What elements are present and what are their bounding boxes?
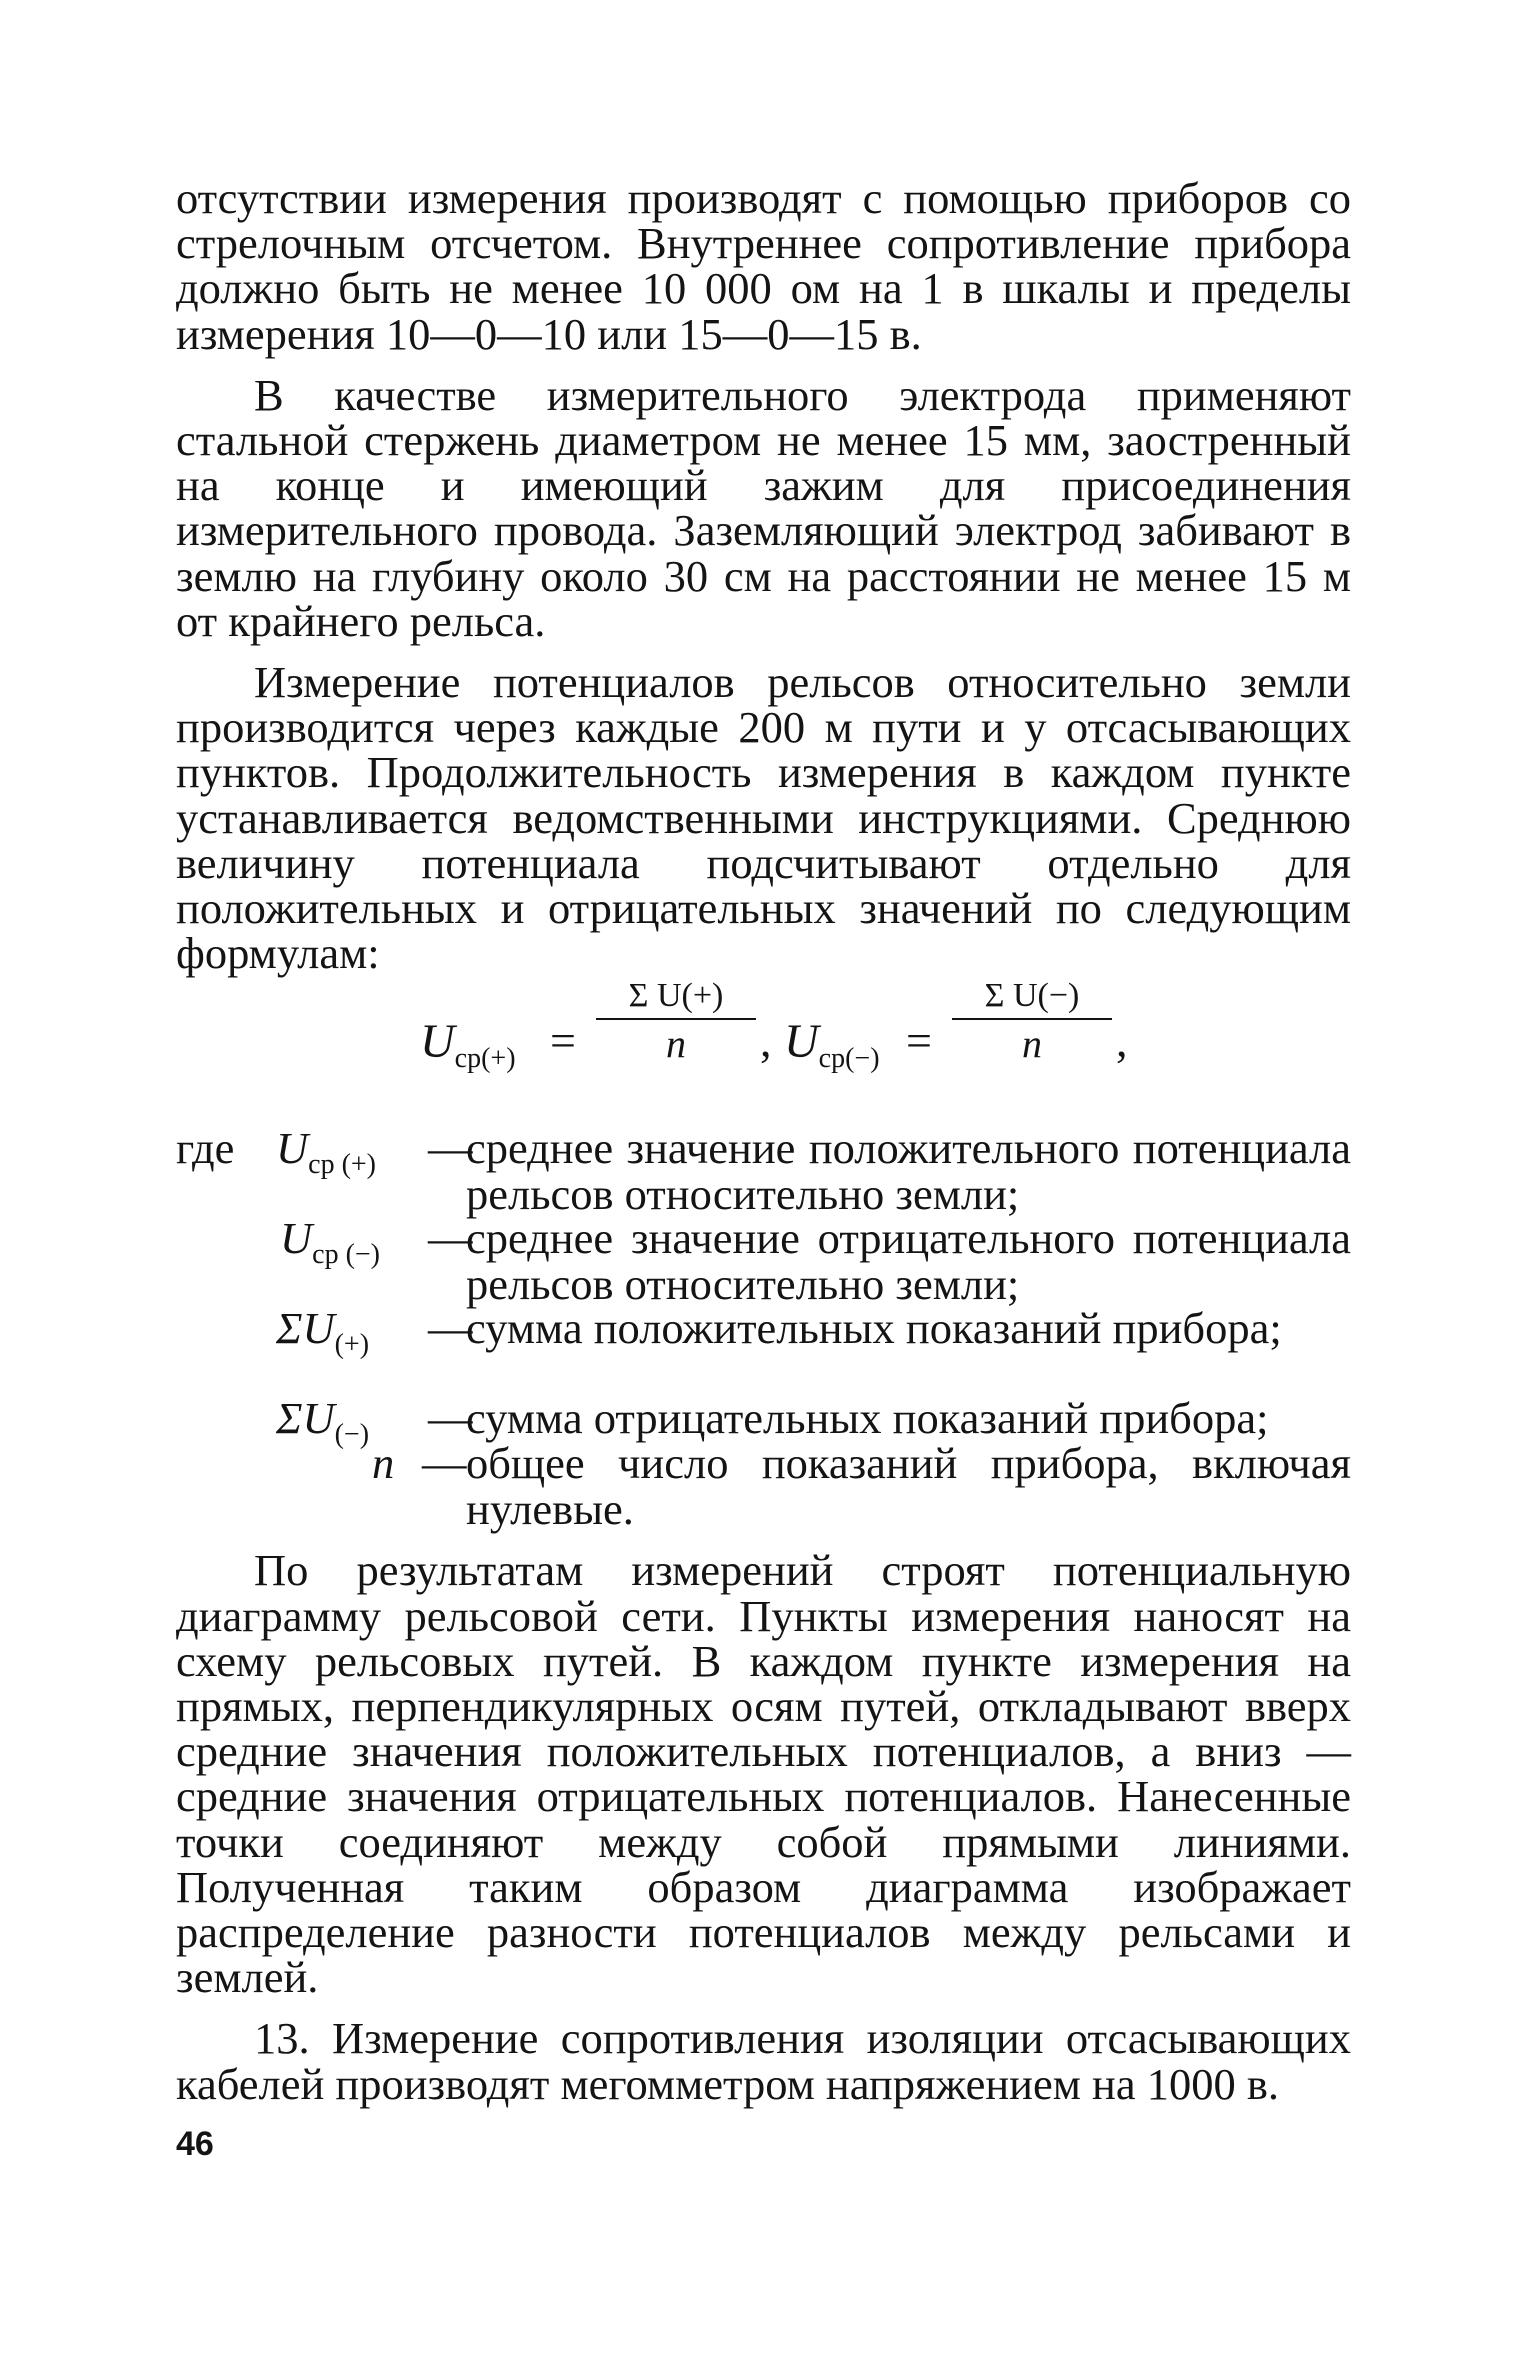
definition-dash: —	[428, 1123, 473, 1174]
definition-symbol-subscript: ср (+)	[308, 1149, 377, 1181]
definition-symbol-subscript: (−)	[334, 1419, 370, 1451]
page-body	[176, 173, 1351, 2109]
definition-dash: —	[428, 1393, 473, 1444]
paragraph-2: В качестве измерительного электрода применяют стальной стержень диаметром не менее 15 мм, заостренный на конце и имеющий зажим для присоединения измерительного провода. Заземляющий электрод забивают в землю на глубину около 30 см на расстоянии не менее 15 м от крайнего рельса.	[176, 369, 1351, 646]
formula-symbol-u: U	[420, 1015, 455, 1069]
formula-comma: ,	[1116, 1015, 1128, 1067]
formula-numerator: Σ U(+)	[596, 976, 756, 1020]
definition-symbol-subscript: ср (−)	[312, 1239, 381, 1271]
formula-denominator: n	[666, 1021, 686, 1067]
definition-symbol	[276, 1123, 426, 1187]
formula-equals: =	[550, 1015, 576, 1067]
definitions-where-label: где	[176, 1123, 235, 1174]
definition-symbol	[280, 1213, 430, 1277]
formula-lhs-positive	[420, 1014, 516, 1075]
definition-symbol-letter: U	[280, 1213, 313, 1264]
page-number: 46	[176, 2125, 214, 2163]
definition-symbol-letter: ΣU	[276, 1303, 335, 1354]
formula-symbol-u: U	[784, 1015, 819, 1069]
formula-fraction-positive	[596, 976, 756, 1068]
paragraph-1: отсутствии измерения производят с помощью приборов со стрелочным отсчетом. Внутреннее сопротивление прибора должно быть не менее 10 000 ом на 1 в шкалы и пределы измерения 10—0—10 или 15—0—15 в.	[176, 173, 1351, 359]
definition-dash: —	[428, 1213, 473, 1264]
definition-text: среднее значение отрицательного потенциала рельсов относительно земли;	[466, 1213, 1351, 1309]
definition-symbol-letter: U	[276, 1123, 309, 1174]
formula-numerator: Σ U(−)	[952, 976, 1112, 1020]
formula-definitions	[176, 1123, 1351, 1534]
definition-dash: —	[428, 1303, 473, 1354]
definition-symbol	[276, 1303, 426, 1367]
formula-fraction-negative	[952, 976, 1112, 1068]
paragraph-5: 13. Измерение сопротивления изоляции отсасывающих кабелей производят мегомметром напряжением на 1000 в.	[176, 2013, 1351, 2109]
formula-comma: ,	[760, 1015, 772, 1067]
definition-dash: —	[422, 1438, 467, 1489]
definition-symbol-subscript: (+)	[334, 1329, 370, 1361]
formula-subscript: ср(−)	[818, 1043, 880, 1075]
definition-symbol-letter: ΣU	[276, 1393, 335, 1444]
paragraph-3: Измерение потенциалов рельсов относительно земли производится через каждые 200 м пути и у отсасывающих пунктов. Продолжительность измерения в каждом пункте устанавливается ведомственными инструкциями. Среднюю величину потенциала подсчитывают отдельно для положительных и отрицательных значений по следующим формулам:	[176, 657, 1351, 979]
definition-symbol-letter: n	[372, 1438, 395, 1489]
definition-text: сумма положительных показаний прибора;	[466, 1303, 1282, 1354]
paragraph-4: По результатам измерений строят потенциальную диаграмму рельсовой сети. Пункты измерения наносят на схему рельсовых путей. В каждом пункте измерения на прямых, перпендикулярных осям путей, откладывают вверх средние значения положительных потенциалов, а вниз — средние значения отрицательных потенциалов. Нанесенные точки соединяют между собой прямыми линиями. Полученная таким образом диаграмма изображает распределение разности потенциалов между рельсами и землей.	[176, 1545, 1351, 2003]
definition-text: общее число показаний прибора, включая нулевые.	[466, 1438, 1351, 1534]
formula-subscript: ср(+)	[454, 1043, 516, 1075]
definition-symbol	[372, 1438, 422, 1489]
formula-average-potential	[176, 977, 1351, 1112]
formula-denominator: n	[1022, 1021, 1042, 1067]
formula-equals: =	[906, 1015, 932, 1067]
formula-lhs-negative	[784, 1014, 880, 1075]
definition-text: среднее значение положительного потенциала рельсов относительно земли;	[466, 1123, 1351, 1219]
definition-text: сумма отрицательных показаний прибора;	[466, 1393, 1269, 1444]
